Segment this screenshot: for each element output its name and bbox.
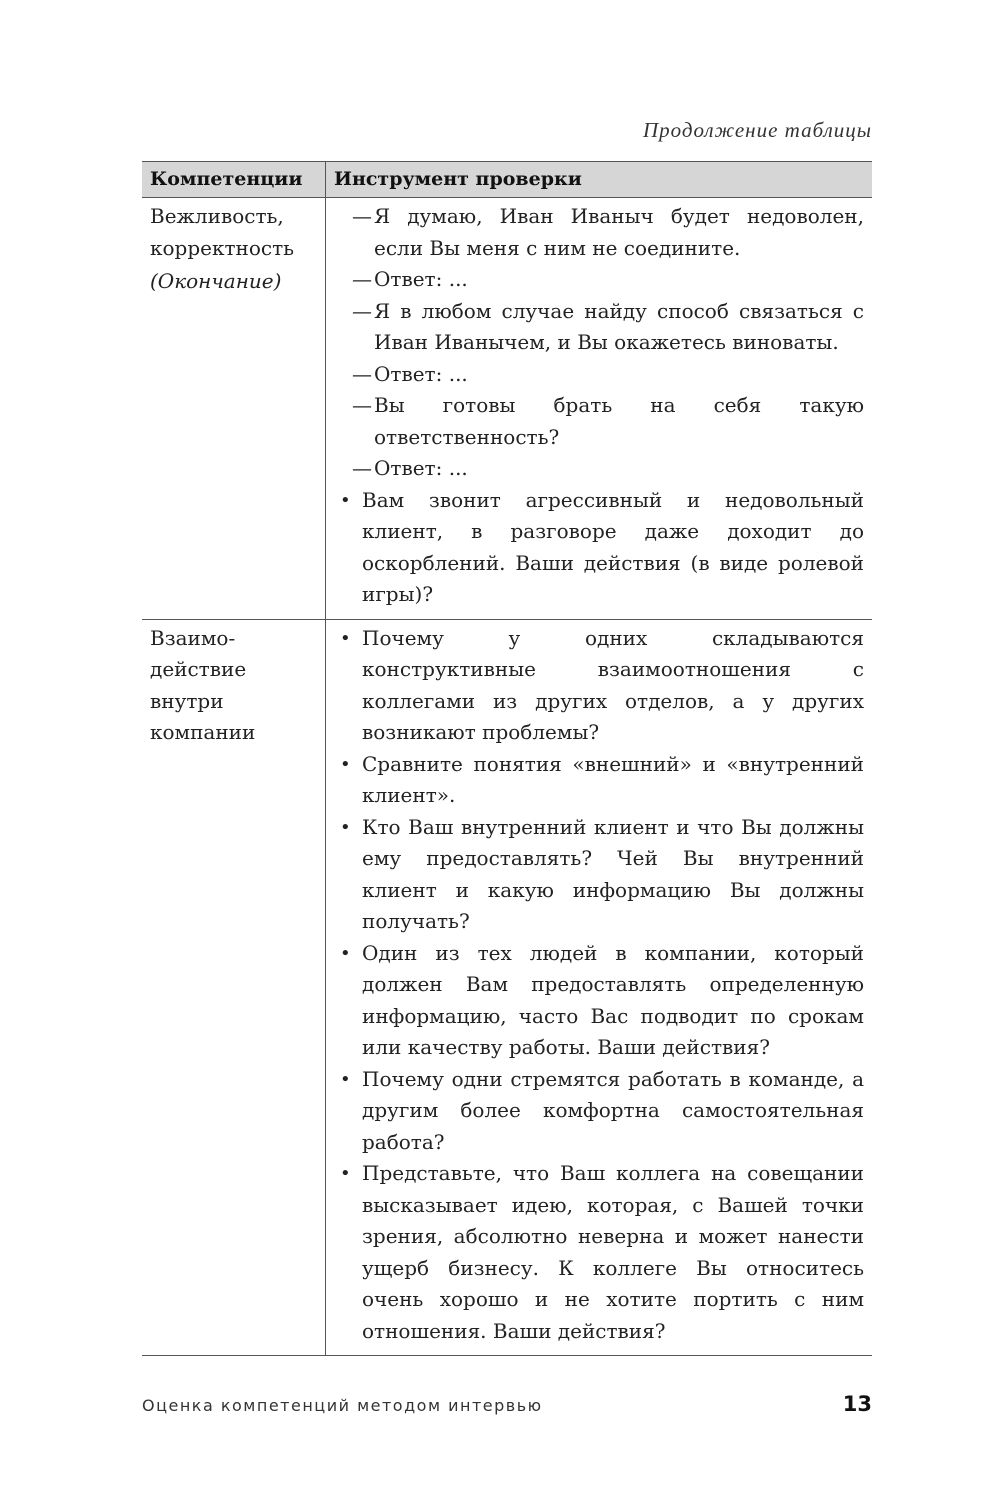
dash-marker: — <box>352 456 372 480</box>
bullet-icon: • <box>340 627 351 649</box>
list-item <box>336 623 864 749</box>
tool-cell <box>326 620 872 1356</box>
dash-marker: — <box>352 204 372 228</box>
list-item-text: Я в любом случае найду способ связаться с Иван Иванычем, и Вы окажетесь виноваты. <box>374 298 864 354</box>
list-item-text: Вам звонит агрессивный и недовольный клиент, в разговоре даже доходит до оскорблений. Ваши действия (в виде ролевой игры)? <box>362 487 864 606</box>
table-row <box>142 620 872 1357</box>
competence-cell <box>142 620 326 1356</box>
list-item <box>336 1064 864 1159</box>
competence-line: действие <box>150 657 247 681</box>
dash-marker: — <box>352 267 372 291</box>
list-item-text: Один из тех людей в компании, который должен Вам предоставлять определенную информацию, часто Вас подводит по срокам или качеству работы. Ваши действия? <box>362 940 864 1059</box>
dash-marker: — <box>352 361 372 386</box>
competence-cell <box>142 198 326 619</box>
list-item-text: Почему у одних складываются конструктивные взаимоотношения с коллегами из других отделов, а у других возникают проблемы? <box>362 625 864 744</box>
list-item <box>336 296 864 359</box>
bullet-icon: • <box>340 753 351 775</box>
list-item <box>336 938 864 1064</box>
page-number: 13 <box>842 1392 872 1416</box>
list-item-text: Почему одни стремятся работать в команде, а другим более комфортна самостоятельная работа? <box>362 1066 864 1154</box>
dash-marker: — <box>352 393 372 417</box>
column-header-competence: Компетенции <box>142 162 326 197</box>
list-item <box>336 453 864 485</box>
competence-line: Взаимо- <box>150 625 236 650</box>
table-continuation-note: Продолжение таблицы <box>642 118 872 142</box>
list-item-text: Ответ: ... <box>374 267 468 291</box>
list-item <box>336 359 864 391</box>
competence-note: (Окончание) <box>150 269 282 293</box>
list-item-text: Представьте, что Ваш коллега на совещании высказывает идею, которая, с Вашей точки зрения, абсолютно неверна и может нанести ущерб бизнесу. К коллеге Вы относитесь очень хорошо и не хотите портить с ним отношения. Ваши действия? <box>362 1161 864 1343</box>
bullet-icon: • <box>340 1163 351 1184</box>
competence-table <box>142 161 872 1356</box>
bullet-icon: • <box>340 489 351 511</box>
list-item-text: Сравните понятия «внешний» и «внутренний клиент». <box>362 751 864 807</box>
tool-cell <box>326 198 872 619</box>
list-item <box>336 390 864 453</box>
list-item <box>336 201 864 264</box>
competence-line: корректность <box>150 235 295 260</box>
list-item <box>336 485 864 611</box>
list-item-text: Кто Ваш внутренний клиент и что Вы должны ему предоставлять? Чей Вы внутренний клиент и какую информацию Вы должны получать? <box>362 814 864 933</box>
bullet-icon: • <box>340 942 351 964</box>
list-item <box>336 749 864 812</box>
table-row <box>142 198 872 620</box>
list-item-text: Ответ: ... <box>374 456 468 480</box>
bullet-icon: • <box>340 1068 351 1090</box>
list-item <box>336 264 864 296</box>
list-item-text: Я думаю, Иван Иваныч будет недоволен, если Вы меня с ним не соедините. <box>374 204 864 260</box>
list-item <box>336 1158 864 1347</box>
table-header-row <box>142 161 872 198</box>
competence-line: Вежливость, <box>150 204 284 228</box>
list-item <box>336 812 864 938</box>
competence-line: компании <box>150 720 256 744</box>
dash-marker: — <box>352 298 372 323</box>
competence-line: внутри <box>150 688 224 713</box>
running-footer-title: Оценка компетенций методом интервью <box>142 1396 543 1415</box>
list-item-text: Ответ: ... <box>374 361 468 386</box>
column-header-tool: Инструмент проверки <box>334 168 582 190</box>
list-item-text: Вы готовы брать на себя такую ответственность? <box>374 393 864 449</box>
bullet-icon: • <box>340 816 351 838</box>
